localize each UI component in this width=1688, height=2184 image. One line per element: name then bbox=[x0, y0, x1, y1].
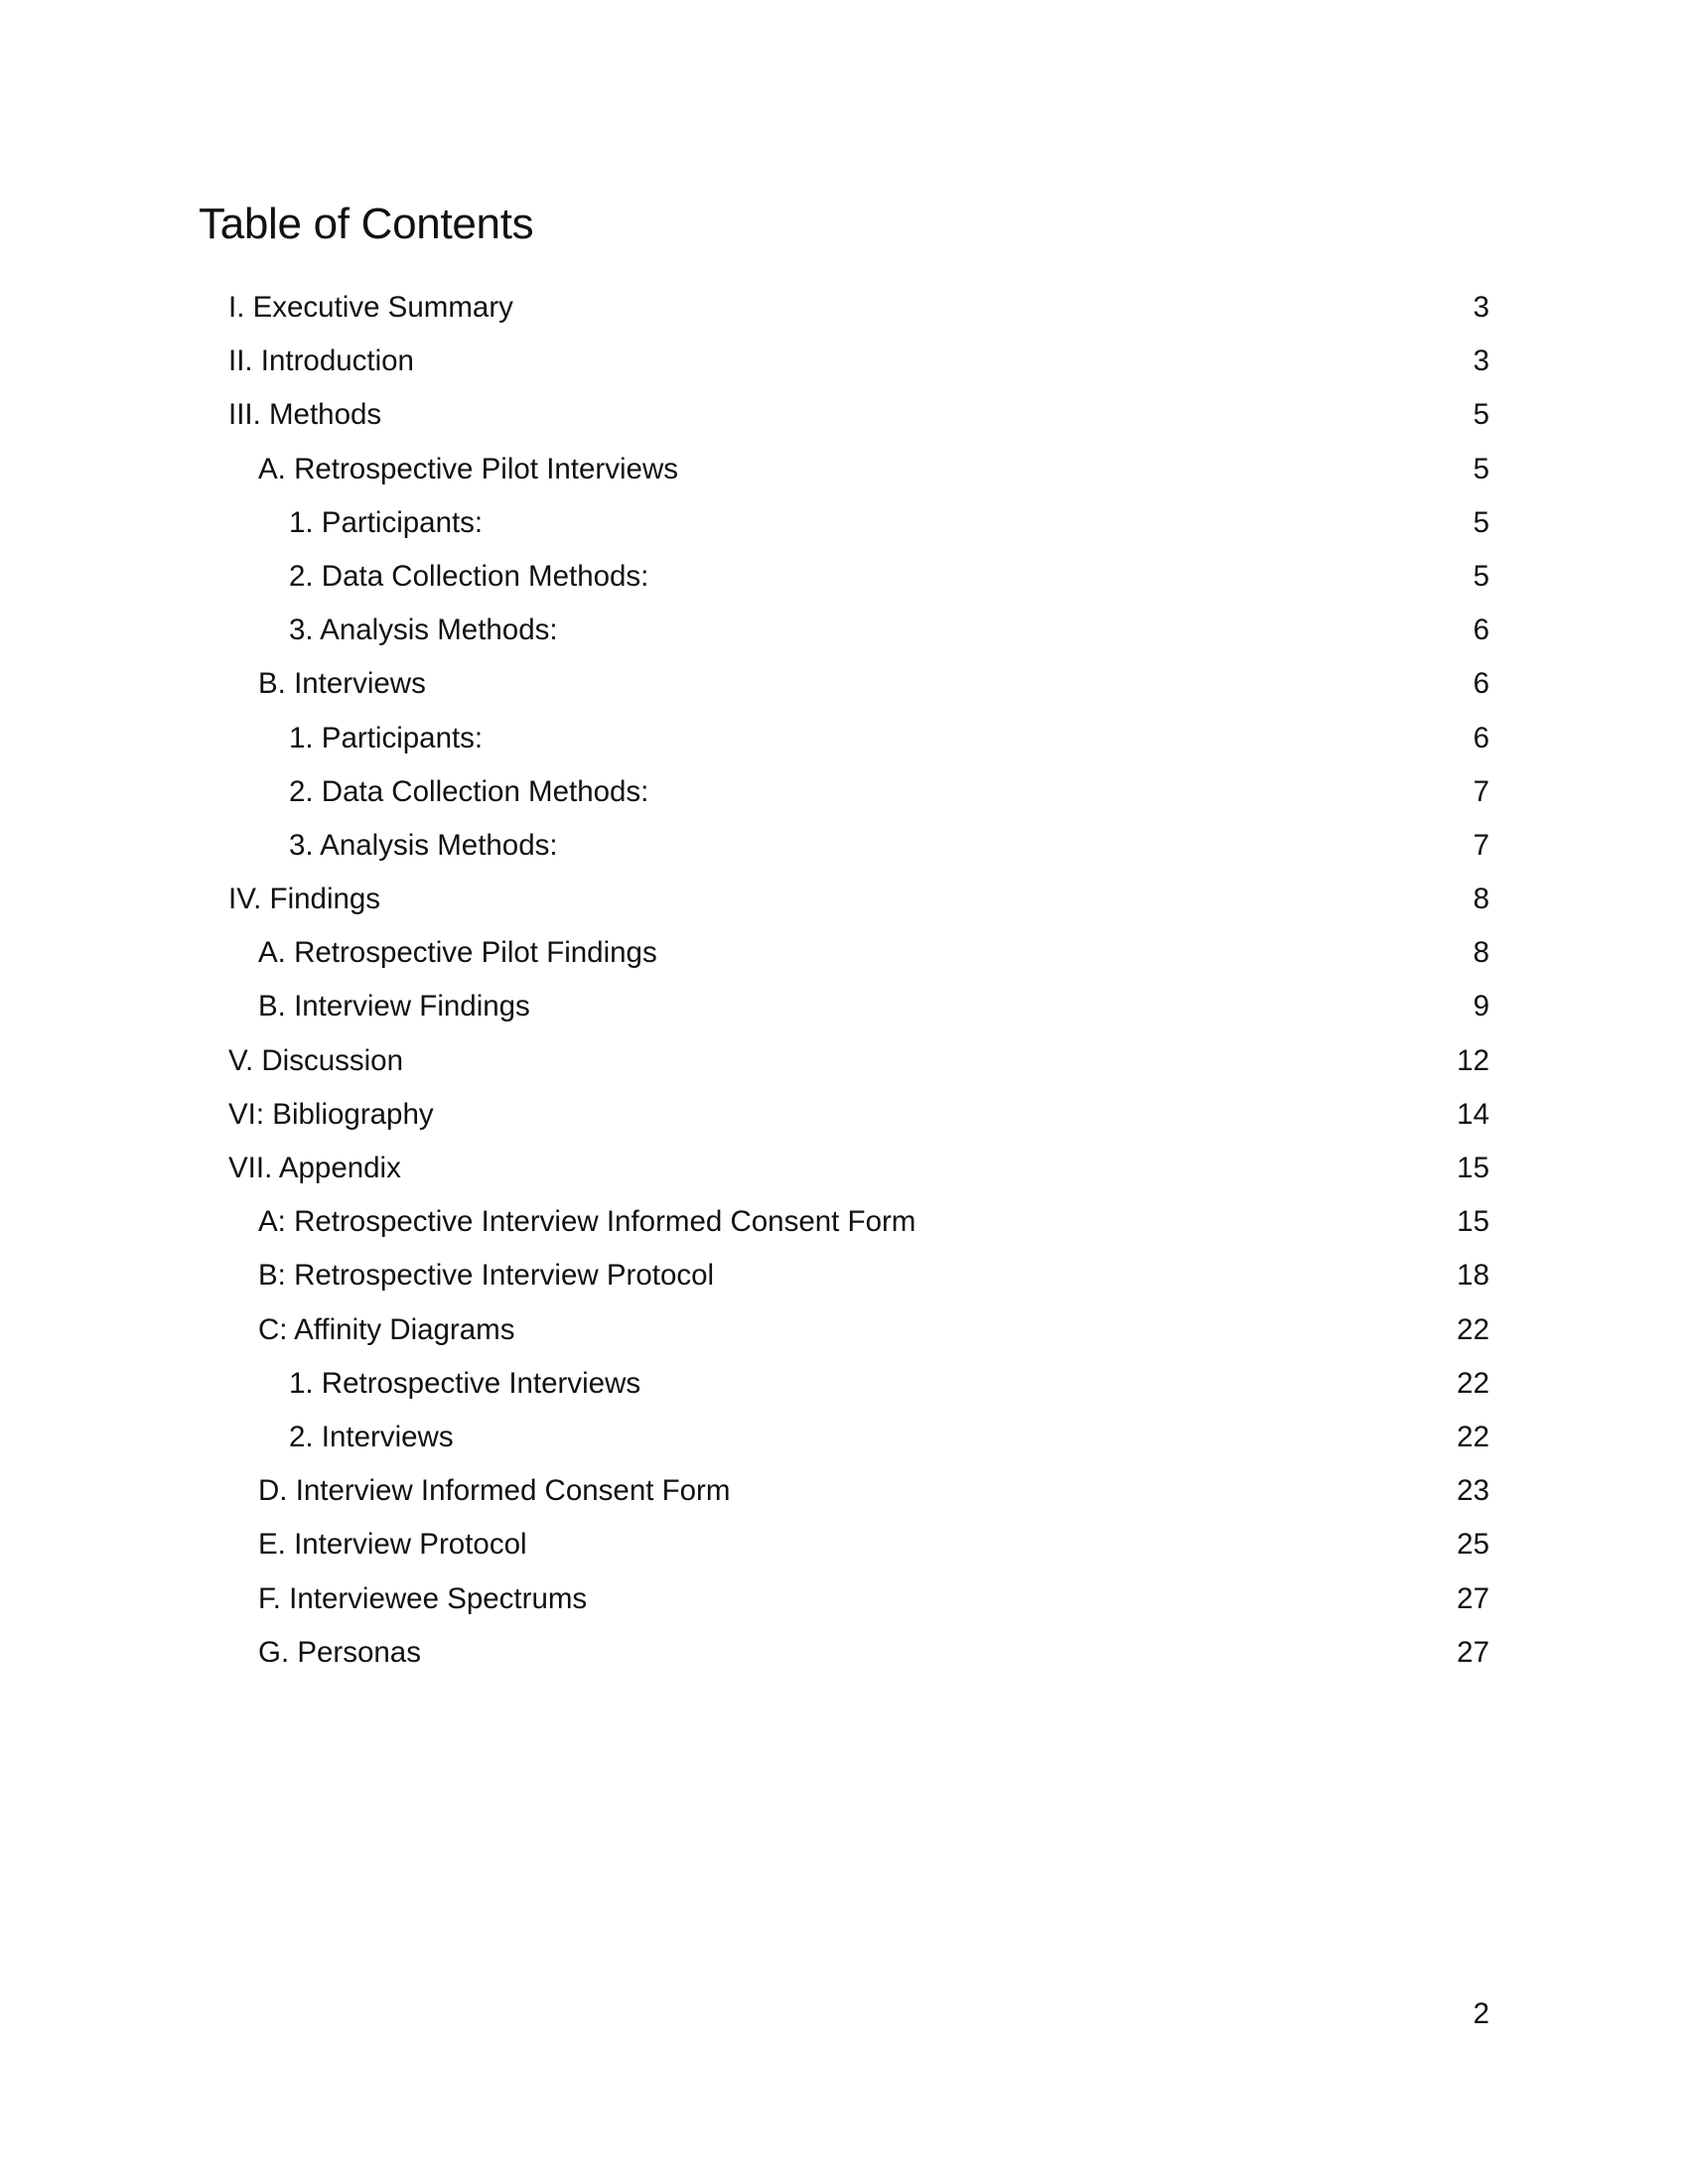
toc-entry-label[interactable]: E. Interview Protocol bbox=[258, 1528, 527, 1562]
toc-entry-label[interactable]: B: Retrospective Interview Protocol bbox=[258, 1259, 715, 1293]
toc-entry[interactable] bbox=[0, 445, 1688, 498]
toc-entry[interactable] bbox=[0, 552, 1688, 606]
toc-entry[interactable] bbox=[0, 1466, 1688, 1520]
toc-entry-page[interactable]: 27 bbox=[1457, 1581, 1489, 1615]
toc-entry-label[interactable]: F. Interviewee Spectrums bbox=[258, 1581, 588, 1615]
toc-entry-label[interactable]: 1. Participants: bbox=[289, 505, 484, 539]
toc-entry[interactable] bbox=[0, 390, 1688, 444]
toc-entry[interactable] bbox=[0, 606, 1688, 659]
toc-entry[interactable] bbox=[0, 1359, 1688, 1413]
toc-entry-page[interactable]: 9 bbox=[1473, 990, 1489, 1024]
toc-entry-page[interactable]: 27 bbox=[1457, 1635, 1489, 1669]
toc-entry-page[interactable]: 6 bbox=[1473, 614, 1489, 647]
toc-entry[interactable] bbox=[0, 337, 1688, 390]
toc-entry-label[interactable]: G. Personas bbox=[258, 1635, 421, 1669]
toc-entry-label[interactable]: 1. Retrospective Interviews bbox=[289, 1366, 641, 1400]
toc-entry-page[interactable]: 15 bbox=[1457, 1152, 1489, 1184]
toc-entry-page[interactable]: 25 bbox=[1457, 1528, 1489, 1562]
toc-entry[interactable] bbox=[0, 1628, 1688, 1682]
toc-entry-page[interactable]: 22 bbox=[1457, 1312, 1489, 1346]
toc-entry[interactable] bbox=[0, 1251, 1688, 1304]
toc-entry[interactable] bbox=[0, 1090, 1688, 1144]
toc-entry-page[interactable]: 15 bbox=[1457, 1205, 1489, 1239]
toc-entry[interactable] bbox=[0, 767, 1688, 821]
toc-entry-label[interactable]: A. Retrospective Pilot Interviews bbox=[258, 452, 678, 485]
toc-entry-page[interactable]: 3 bbox=[1473, 344, 1489, 378]
toc-entry-label[interactable]: VI: Bibliography bbox=[228, 1097, 434, 1131]
toc-entry-page[interactable]: 22 bbox=[1457, 1366, 1489, 1400]
toc-entry-label[interactable]: 3. Analysis Methods: bbox=[289, 828, 558, 862]
toc-entry-label[interactable]: VII. Appendix bbox=[228, 1152, 401, 1184]
toc-entry[interactable] bbox=[0, 1574, 1688, 1628]
toc-entry-page[interactable]: 18 bbox=[1457, 1259, 1489, 1293]
toc-entry[interactable] bbox=[0, 875, 1688, 928]
toc-entry-page[interactable]: 14 bbox=[1457, 1097, 1489, 1131]
toc-entry-label[interactable]: 3. Analysis Methods: bbox=[289, 614, 558, 647]
toc-entry-label[interactable]: D. Interview Informed Consent Form bbox=[258, 1474, 731, 1508]
toc-heading: Table of Contents bbox=[199, 200, 534, 248]
toc-entry[interactable] bbox=[0, 1144, 1688, 1197]
toc-entry-label[interactable]: C: Affinity Diagrams bbox=[258, 1312, 515, 1346]
toc-entry-label[interactable]: B. Interview Findings bbox=[258, 990, 530, 1024]
toc-entry[interactable] bbox=[0, 982, 1688, 1035]
toc-entry-label[interactable]: 1. Participants: bbox=[289, 721, 484, 754]
toc-entry-page[interactable]: 5 bbox=[1473, 559, 1489, 593]
toc-entry-label[interactable]: II. Introduction bbox=[228, 344, 414, 378]
toc-entry-label[interactable]: 2. Data Collection Methods: bbox=[289, 774, 649, 808]
toc-entry[interactable] bbox=[0, 1305, 1688, 1359]
toc-entry-page[interactable]: 8 bbox=[1473, 936, 1489, 970]
toc-entry-page[interactable]: 22 bbox=[1457, 1420, 1489, 1453]
toc-entry-label[interactable]: 2. Interviews bbox=[289, 1420, 454, 1453]
toc-entry-label[interactable]: I. Executive Summary bbox=[228, 291, 513, 324]
toc-entry[interactable] bbox=[0, 659, 1688, 713]
toc-entry-label[interactable]: III. Methods bbox=[228, 398, 382, 432]
toc-entry-page[interactable]: 5 bbox=[1473, 452, 1489, 485]
toc-entry-page[interactable]: 23 bbox=[1457, 1474, 1489, 1508]
toc-entry[interactable] bbox=[0, 1413, 1688, 1466]
toc-entry[interactable] bbox=[0, 1520, 1688, 1573]
toc-entry-label[interactable]: A. Retrospective Pilot Findings bbox=[258, 936, 657, 970]
toc-entry[interactable] bbox=[0, 283, 1688, 337]
toc-entry[interactable] bbox=[0, 1197, 1688, 1251]
toc-entry-label[interactable]: V. Discussion bbox=[228, 1043, 403, 1077]
toc-entry-page[interactable]: 12 bbox=[1457, 1043, 1489, 1077]
page-number: 2 bbox=[1473, 1997, 1489, 2030]
toc-entry[interactable] bbox=[0, 714, 1688, 767]
toc-entry[interactable] bbox=[0, 821, 1688, 875]
toc-entry-page[interactable]: 5 bbox=[1473, 505, 1489, 539]
toc-entry-label[interactable]: 2. Data Collection Methods: bbox=[289, 559, 649, 593]
toc-entry-page[interactable]: 8 bbox=[1473, 883, 1489, 916]
toc-list bbox=[0, 283, 1688, 1682]
toc-entry-page[interactable]: 7 bbox=[1473, 828, 1489, 862]
toc-entry-page[interactable]: 3 bbox=[1473, 291, 1489, 324]
toc-entry-label[interactable]: B. Interviews bbox=[258, 667, 426, 701]
toc-entry-page[interactable]: 6 bbox=[1473, 667, 1489, 701]
toc-entry-page[interactable]: 5 bbox=[1473, 398, 1489, 432]
toc-entry[interactable] bbox=[0, 1036, 1688, 1090]
toc-entry-label[interactable]: IV. Findings bbox=[228, 883, 381, 916]
toc-entry-page[interactable]: 7 bbox=[1473, 774, 1489, 808]
toc-entry[interactable] bbox=[0, 498, 1688, 552]
toc-entry-page[interactable]: 6 bbox=[1473, 721, 1489, 754]
toc-entry-label[interactable]: A: Retrospective Interview Informed Consent Form bbox=[258, 1205, 916, 1239]
toc-entry[interactable] bbox=[0, 928, 1688, 982]
